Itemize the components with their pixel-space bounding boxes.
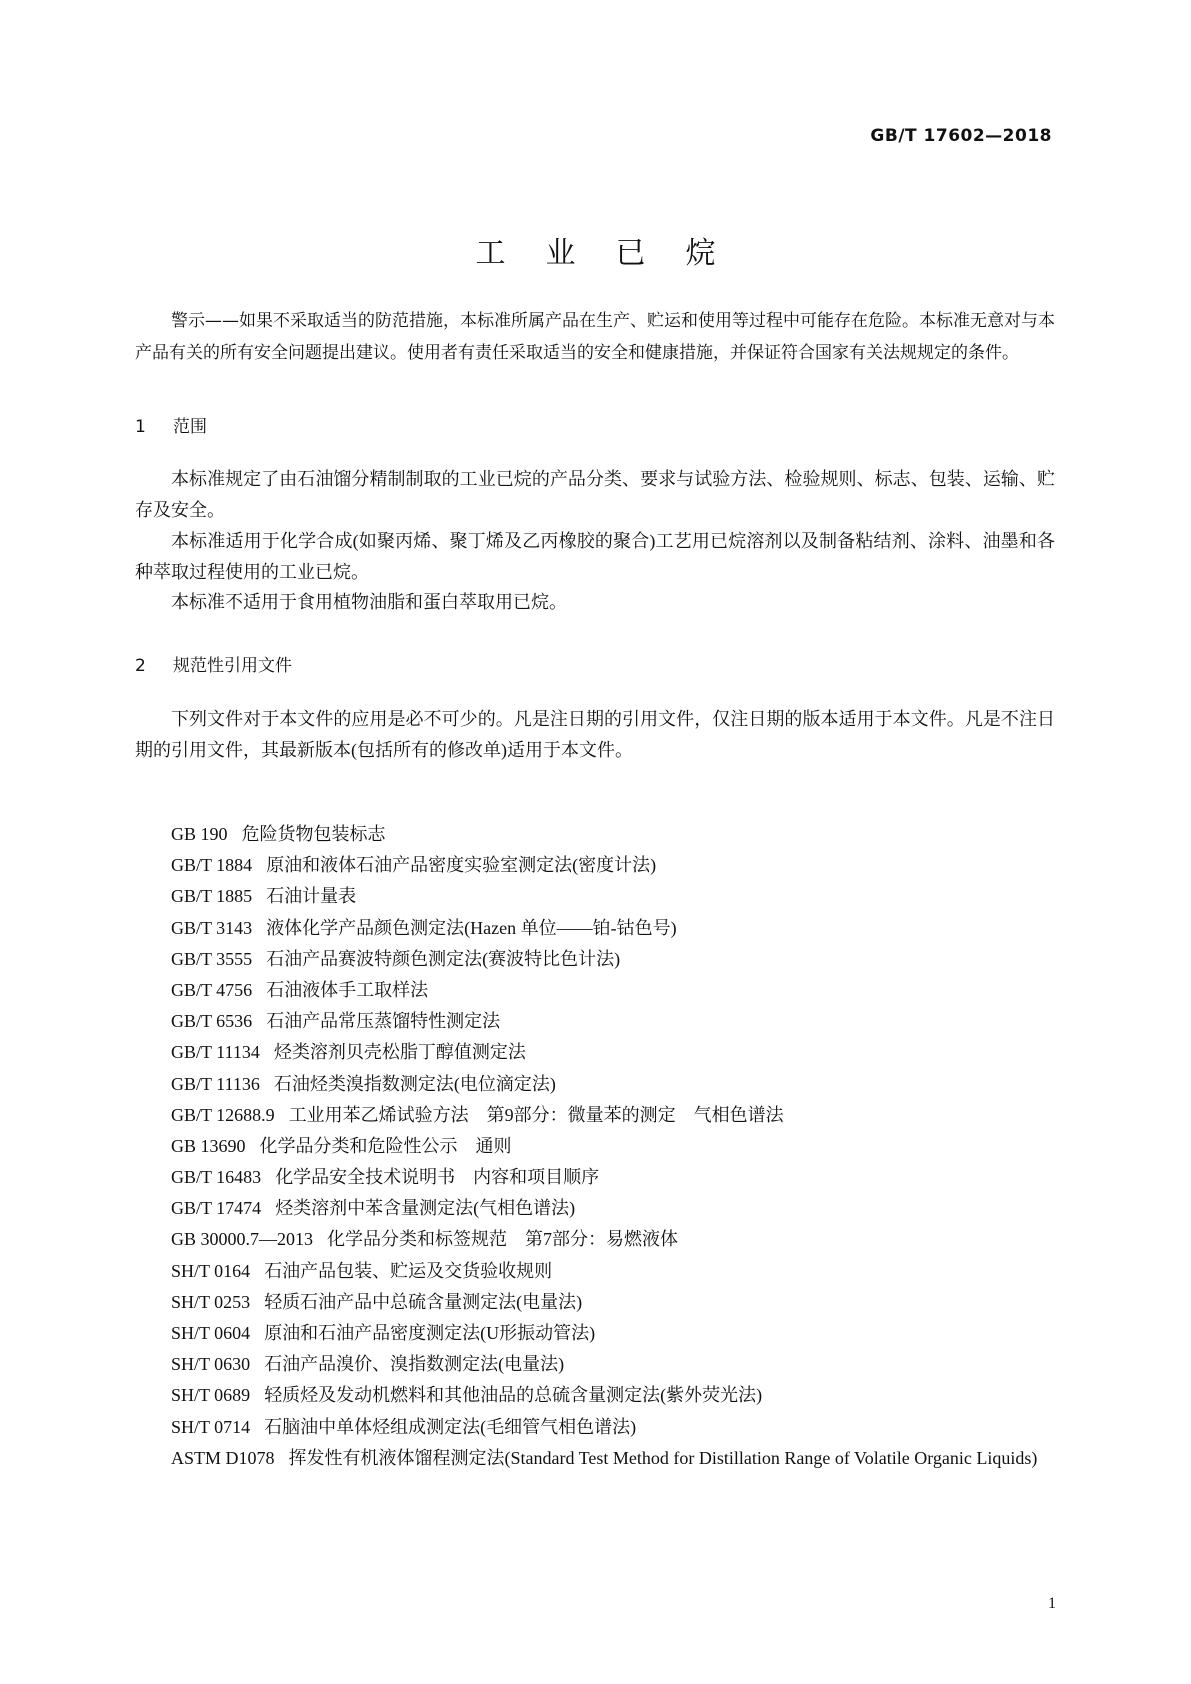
section-2-heading <box>135 651 292 676</box>
reference-title: 石油产品赛波特颜色测定法(赛波特比色计法) <box>266 948 621 969</box>
reference-item <box>171 1380 1055 1411</box>
reference-item <box>171 1131 1055 1162</box>
reference-title: 石油液体手工取样法 <box>266 979 429 1000</box>
reference-code: GB 30000.7—2013 <box>171 1229 314 1250</box>
reference-title: 液体化学产品颜色测定法(Hazen 单位——铂-钴色号) <box>266 917 677 938</box>
reference-code: GB 190 <box>171 824 228 844</box>
scope-paragraph-2: 本标准适用于化学合成(如聚丙烯、聚丁烯及乙丙橡胶的聚合)工艺用已烷溶剂以及制备粘结剂、涂料、油墨和各种萃取过程使用的工业已烷。 <box>135 531 1055 582</box>
reference-title: 石油产品溴价、溴指数测定法(电量法) <box>264 1354 565 1375</box>
reference-title: 石脑油中单体烃组成测定法(毛细管气相色谱法) <box>264 1416 637 1437</box>
reference-code: GB/T 16483 <box>171 1167 262 1188</box>
reference-title: 石油烃类溴指数测定法(电位滴定法) <box>273 1073 556 1094</box>
reference-code: GB/T 11134 <box>171 1042 260 1063</box>
reference-code: GB/T 17474 <box>171 1198 262 1219</box>
reference-title: 石油计量表 <box>266 886 357 907</box>
reference-item <box>171 944 1055 975</box>
reference-item <box>171 975 1055 1006</box>
reference-item <box>171 1162 1055 1193</box>
reference-code: GB/T 1885 <box>171 886 253 907</box>
section-1-title: 范围 <box>173 417 207 437</box>
reference-item <box>171 1069 1055 1100</box>
reference-title: 轻质烃及发动机燃料和其他油品的总硫含量测定法(紫外荧光法) <box>264 1385 763 1406</box>
reference-title: 原油和石油产品密度测定法(U形振动管法) <box>264 1323 596 1343</box>
scope-paragraph-3: 本标准不适用于食用植物油脂和蛋白萃取用已烷。 <box>171 592 567 612</box>
section-1-number: 1 <box>135 417 146 437</box>
reference-item <box>171 1287 1055 1318</box>
reference-item <box>171 819 1055 850</box>
reference-title: 烃类溶剂中苯含量测定法(气相色谱法) <box>275 1198 576 1219</box>
standard-code: GB/T 17602—2018 <box>870 126 1052 146</box>
page-number: 1 <box>1048 1595 1056 1612</box>
reference-item <box>171 1349 1055 1380</box>
reference-title: 原油和液体石油产品密度实验室测定法(密度计法) <box>266 855 657 876</box>
section-2-number: 2 <box>135 656 146 676</box>
reference-item <box>171 1256 1055 1287</box>
reference-code: GB/T 6536 <box>171 1011 253 1032</box>
reference-item <box>171 850 1055 881</box>
reference-list <box>171 819 1055 1474</box>
references-intro-paragraph: 下列文件对于本文件的应用是必不可少的。凡是注日期的引用文件，仅注日期的版本适用于本文件。凡是不注日期的引用文件，其最新版本(包括所有的修改单)适用于本文件。 <box>135 709 1055 760</box>
reference-title: 化学品分类和危险性公示 通则 <box>259 1135 512 1156</box>
scope-paragraph-1: 本标准规定了由石油馏分精制制取的工业已烷的产品分类、要求与试验方法、检验规则、标志、包装、运输、贮存及安全。 <box>135 469 1055 520</box>
reference-code: GB/T 3143 <box>171 917 253 938</box>
reference-code: ASTM D1078 <box>171 1447 275 1468</box>
reference-code: SH/T 0604 <box>171 1323 251 1343</box>
reference-title: 挥发性有机液体馏程测定法(Standard Test Method for Distillation Range of Volatile Organic Liquids) <box>288 1447 1038 1468</box>
reference-item <box>171 1412 1055 1443</box>
reference-code: GB/T 11136 <box>171 1073 260 1094</box>
reference-item <box>171 1193 1055 1224</box>
reference-code: SH/T 0630 <box>171 1354 251 1375</box>
section-2-title: 规范性引用文件 <box>173 656 292 676</box>
reference-item <box>135 1443 1055 1474</box>
section-1-heading <box>135 412 207 437</box>
reference-title: 化学品安全技术说明书 内容和项目顺序 <box>275 1167 600 1188</box>
reference-code: SH/T 0164 <box>171 1260 251 1281</box>
reference-item <box>171 881 1055 912</box>
reference-title: 危险货物包装标志 <box>241 824 386 844</box>
reference-title: 工业用苯乙烯试验方法 第9部分：微量苯的测定 气相色谱法 <box>288 1104 784 1125</box>
warning-paragraph: 警示——如果不采取适当的防范措施，本标准所属产品在生产、贮运和使用等过程中可能存在危险。本标准无意对与本产品有关的所有安全问题提出建议。使用者有责任采取适当的安全和健康措施，并保证符合国家有关法规规定的条件。 <box>135 311 1055 363</box>
reference-code: SH/T 0253 <box>171 1291 251 1312</box>
reference-code: GB/T 1884 <box>171 855 253 876</box>
reference-title: 石油产品包装、贮运及交货验收规则 <box>264 1260 553 1281</box>
reference-code: GB 13690 <box>171 1135 246 1156</box>
reference-title: 轻质石油产品中总硫含量测定法(电量法) <box>264 1291 583 1312</box>
reference-item <box>171 1224 1055 1255</box>
reference-code: SH/T 0689 <box>171 1385 251 1406</box>
reference-code: SH/T 0714 <box>171 1416 251 1437</box>
reference-item <box>171 1100 1055 1131</box>
reference-title: 烃类溶剂贝壳松脂丁醇值测定法 <box>273 1042 526 1063</box>
reference-code: GB/T 12688.9 <box>171 1104 275 1125</box>
reference-code: GB/T 3555 <box>171 948 253 969</box>
reference-item <box>171 1318 1055 1349</box>
reference-item <box>171 1037 1055 1068</box>
reference-title: 石油产品常压蒸馏特性测定法 <box>266 1011 501 1032</box>
reference-code: GB/T 4756 <box>171 979 253 1000</box>
reference-item <box>171 913 1055 944</box>
reference-item <box>171 1006 1055 1037</box>
reference-title: 化学品分类和标签规范 第7部分：易燃液体 <box>327 1229 679 1250</box>
page-title: 工业已烷 <box>475 236 756 271</box>
